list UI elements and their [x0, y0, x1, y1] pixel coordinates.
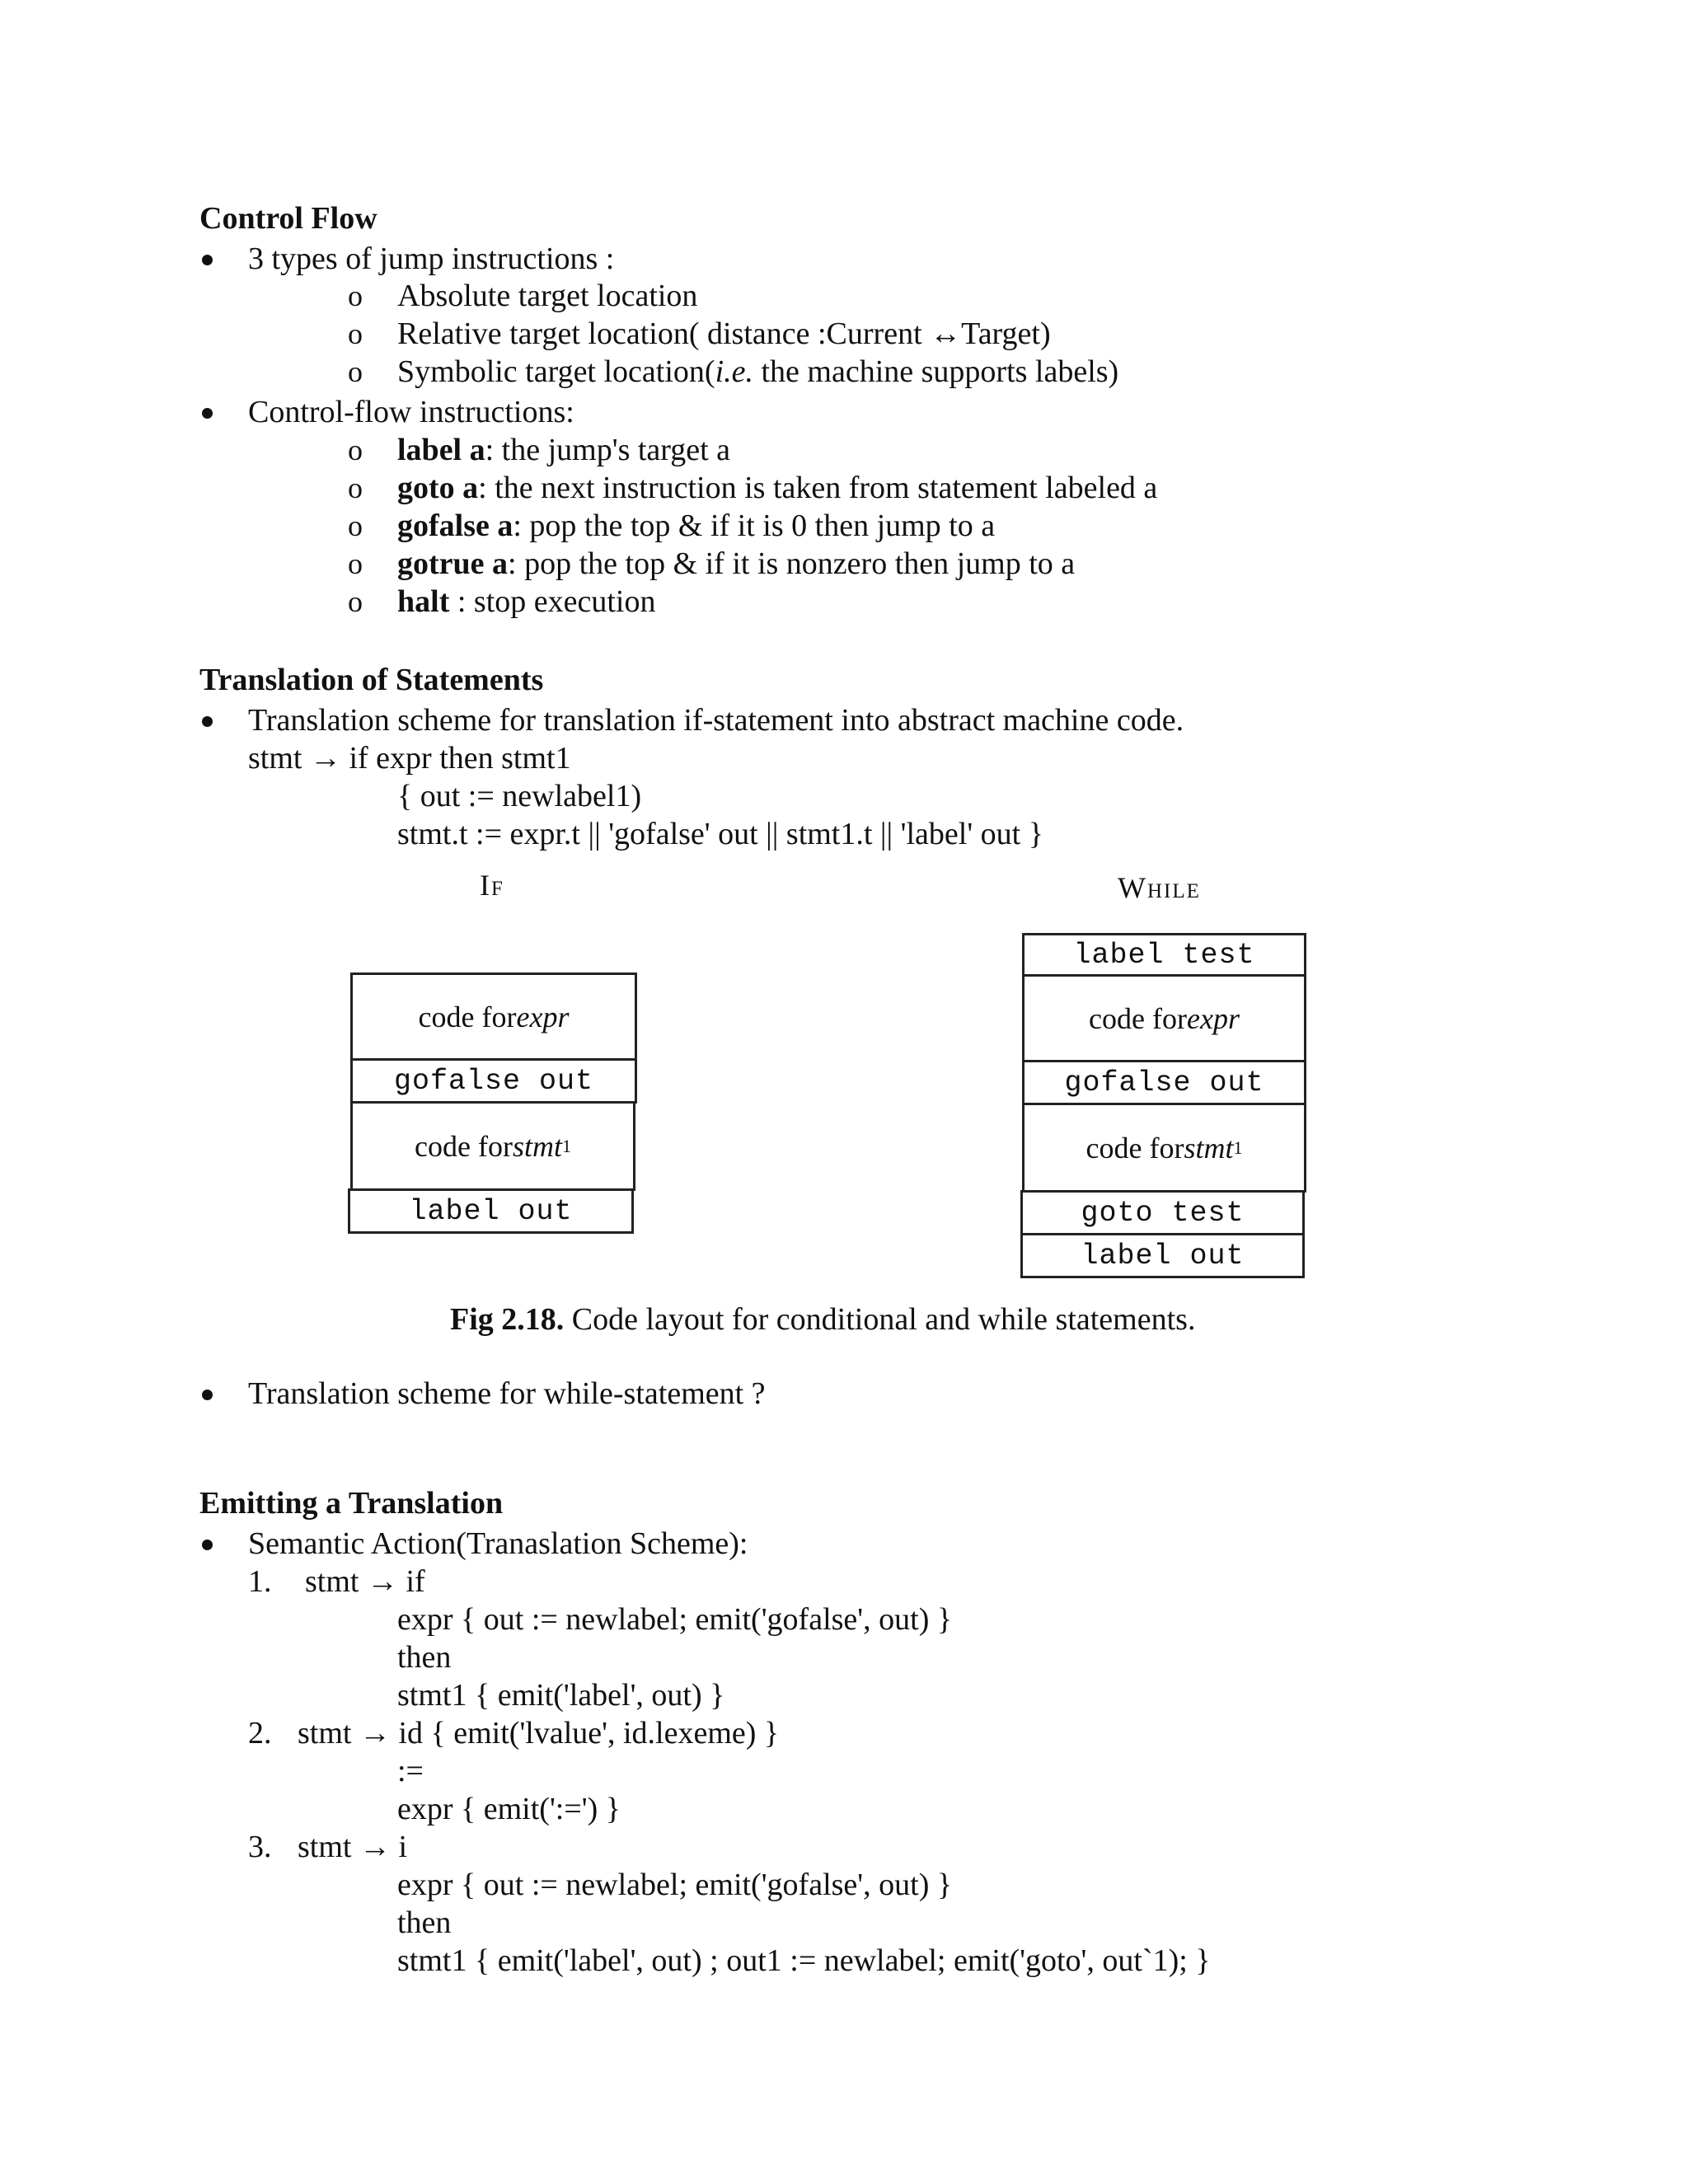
- instruction-desc: : stop execution: [449, 584, 656, 619]
- sub-bullet-circle: o: [348, 434, 363, 466]
- sub-bullet-circle: o: [348, 547, 363, 580]
- list-number: 1.: [248, 1564, 272, 1599]
- while-box-gofalse-out: gofalse out: [1022, 1060, 1306, 1105]
- instruction-keyword: label a: [397, 433, 485, 467]
- if-box-label-out: label out: [348, 1188, 634, 1234]
- jump-type-symbolic-b: the machine supports labels): [753, 354, 1119, 389]
- sub-bullet-circle: o: [348, 317, 363, 350]
- bullet-semantic-action: Semantic Action(Tranaslation Scheme):: [248, 1526, 748, 1561]
- section-heading-translation: Translation of Statements: [199, 663, 544, 697]
- sub-bullet-circle: o: [348, 509, 363, 542]
- bullet-dot: [202, 1540, 213, 1550]
- section-heading-emitting: Emitting a Translation: [199, 1486, 504, 1521]
- list-number: 2.: [248, 1716, 272, 1750]
- semantic-action-1: { out := newlabel1): [397, 779, 642, 813]
- section-heading-control-flow: Control Flow: [199, 201, 377, 236]
- instruction-gofalse: [397, 507, 995, 545]
- box-text-italic: expr: [1186, 1001, 1240, 1035]
- production-line: expr { emit(':=') }: [397, 1792, 621, 1826]
- box-text-subscript: 1: [561, 1135, 571, 1156]
- production-head: stmt → i: [298, 1830, 408, 1864]
- instruction-keyword: gofalse a: [397, 509, 513, 543]
- bullet-if-translation: Translation scheme for translation if-statement into abstract machine code.: [248, 703, 1184, 738]
- jump-type-symbolic-a: Symbolic target location(: [397, 354, 715, 389]
- instruction-halt: [397, 583, 655, 621]
- instruction-keyword: halt: [397, 584, 450, 619]
- figure-caption: [450, 1301, 1195, 1338]
- production-line: then: [397, 1905, 452, 1940]
- semantic-action-2: stmt.t := expr.t || 'gofalse' out || stmt1.t || 'label' out }: [397, 817, 1043, 851]
- sub-bullet-circle: o: [348, 279, 363, 312]
- sub-bullet-circle: o: [348, 355, 363, 388]
- instruction-desc: : the jump's target a: [485, 433, 731, 467]
- instruction-desc: : pop the top & if it is 0 then jump to a: [513, 509, 996, 543]
- jump-type-relative: Relative target location( distance :Current ↔Target): [397, 316, 1051, 351]
- instruction-gotrue: [397, 545, 1075, 583]
- instruction-desc: : the next instruction is taken from statement labeled a: [478, 471, 1158, 505]
- bullet-jump-types: 3 types of jump instructions :: [248, 241, 615, 276]
- bullet-while-question: Translation scheme for while-statement ?: [248, 1376, 766, 1411]
- jump-type-symbolic-ie: i.e.: [715, 354, 753, 389]
- box-text: code for: [1089, 1001, 1187, 1035]
- bullet-dot: [202, 716, 213, 727]
- while-box-label-out: label out: [1020, 1233, 1305, 1278]
- box-text-italic: stmt: [512, 1129, 562, 1163]
- while-box-goto-test: goto test: [1020, 1190, 1305, 1235]
- figure-while-title: While: [1118, 871, 1201, 904]
- production-line: expr { out := newlabel; emit('gofalse', out) }: [397, 1868, 953, 1902]
- figure-if-title: If: [480, 869, 504, 902]
- box-text-italic: expr: [516, 1000, 570, 1033]
- box-text: code for: [415, 1129, 513, 1163]
- instruction-keyword: goto a: [397, 471, 479, 505]
- production-line: expr { out := newlabel; emit('gofalse', out) }: [397, 1602, 953, 1637]
- sub-bullet-circle: o: [348, 585, 363, 618]
- if-box-code-stmt: [350, 1101, 635, 1191]
- jump-type-symbolic: [397, 353, 1118, 391]
- box-text: code for: [1085, 1131, 1184, 1165]
- production-line: stmt1 { emit('label', out) ; out1 := newlabel; emit('goto', out`1); }: [397, 1943, 1211, 1978]
- if-box-gofalse-out: gofalse out: [350, 1058, 637, 1104]
- instruction-goto: [397, 469, 1157, 507]
- bullet-dot: [202, 255, 213, 265]
- production-line: stmt1 { emit('label', out) }: [397, 1678, 725, 1713]
- production-line: then: [397, 1640, 452, 1675]
- instruction-keyword: gotrue a: [397, 546, 509, 581]
- box-text: code for: [418, 1000, 517, 1033]
- jump-type-absolute: Absolute target location: [397, 279, 698, 313]
- sub-bullet-circle: o: [348, 471, 363, 504]
- figure-caption-label: Fig 2.18.: [450, 1302, 565, 1337]
- bullet-dot: [202, 408, 213, 419]
- bullet-control-flow-instructions: Control-flow instructions:: [248, 395, 574, 429]
- while-box-code-stmt: [1022, 1103, 1306, 1193]
- while-box-code-expr: [1022, 974, 1306, 1062]
- bullet-dot: [202, 1390, 213, 1400]
- box-text-subscript: 1: [1233, 1137, 1243, 1158]
- production-head: stmt → if: [305, 1564, 425, 1599]
- production-if: stmt → if expr then stmt1: [248, 741, 571, 776]
- production-head: stmt → id { emit('lvalue', id.lexeme) }: [298, 1716, 780, 1750]
- instruction-label: [397, 431, 730, 469]
- production-line: :=: [397, 1754, 424, 1788]
- figure-caption-text: Code layout for conditional and while statements.: [564, 1302, 1196, 1337]
- if-box-code-expr: [350, 972, 637, 1061]
- box-text-italic: stmt: [1184, 1131, 1234, 1165]
- while-box-label-test: label test: [1022, 933, 1306, 977]
- list-number: 3.: [248, 1830, 272, 1864]
- instruction-desc: : pop the top & if it is nonzero then jump to a: [508, 546, 1076, 581]
